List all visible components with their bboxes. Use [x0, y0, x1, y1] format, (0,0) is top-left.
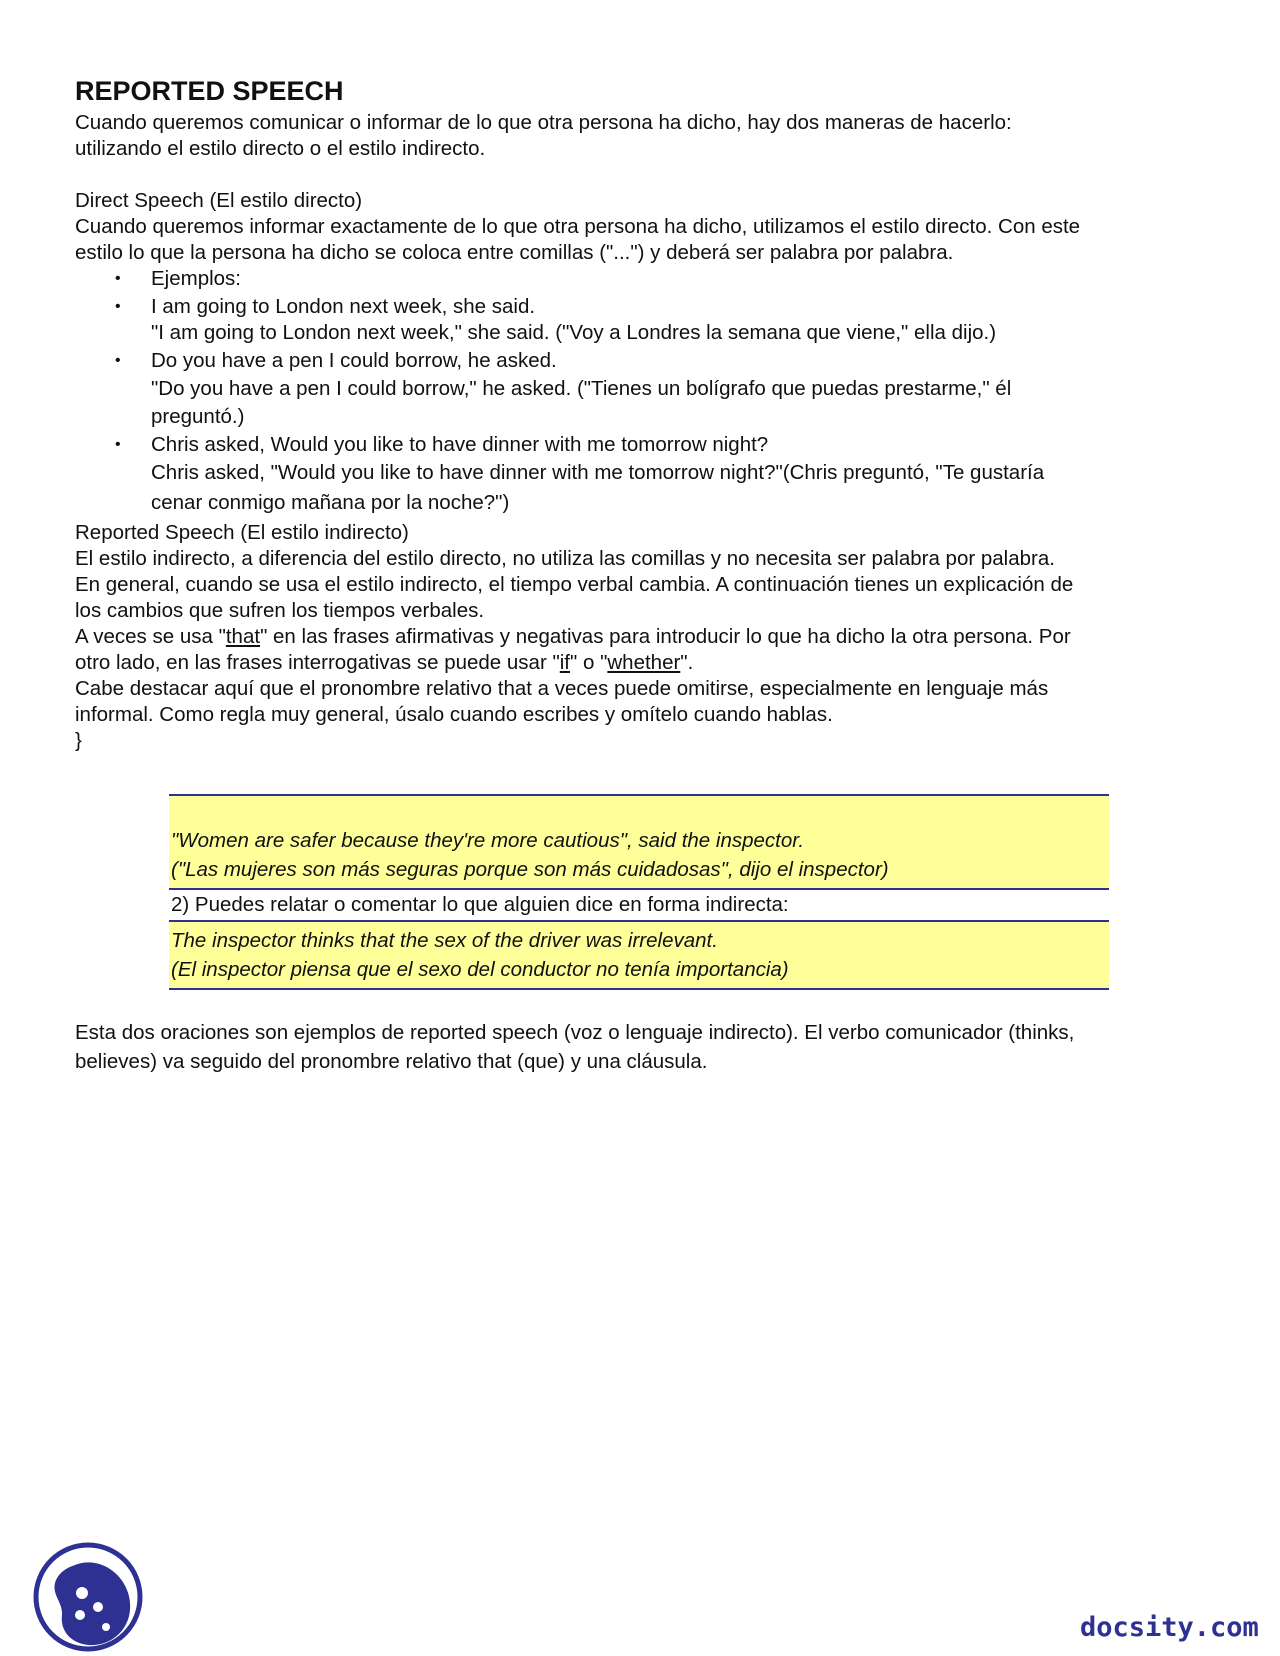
bullet-icon: •	[115, 270, 121, 287]
text-fragment: ".	[680, 651, 694, 674]
reported-speech-p2a: En general, cuando se usa el estilo indirecto, el tiempo verbal cambia. A continuación tienes un explicación de	[75, 573, 1074, 596]
list-item	[115, 266, 1215, 292]
spacer	[75, 162, 1215, 188]
example-2-quoted-cont: preguntó.)	[151, 405, 245, 428]
closing-paragraph	[75, 1018, 1215, 1076]
table-middle-row: 2) Puedes relatar o comentar lo que alguien dice en forma indirecta:	[171, 893, 789, 916]
docsity-logo-icon	[30, 1535, 150, 1655]
intro-line-1: Cuando queremos comunicar o informar de lo que otra persona ha dicho, hay dos maneras de hacerlo:	[75, 111, 1012, 134]
highlight-box-indirect	[169, 920, 1109, 990]
closing-line-1: Esta dos oraciones son ejemplos de reported speech (voz o lenguaje indirecto). El verbo comunicador (thinks,	[75, 1021, 1075, 1044]
page-title: REPORTED SPEECH	[75, 76, 344, 106]
example-2-original: Do you have a pen I could borrow, he asked.	[151, 349, 557, 372]
list-item	[115, 348, 1215, 430]
reported-speech-p4b: informal. Como regla muy general, úsalo cuando escribes y omítelo cuando hablas.	[75, 703, 833, 726]
document-page	[75, 70, 1215, 1076]
examples-list	[75, 266, 1215, 518]
that-underlined: that	[225, 625, 261, 648]
reported-speech-p2b: los cambios que sufren los tiempos verbales.	[75, 599, 485, 622]
example-3-quoted-cont: cenar conmigo mañana por la noche?")	[151, 491, 510, 514]
example-table	[169, 794, 1109, 990]
docsity-brand[interactable]: docsity.com	[1080, 1612, 1259, 1643]
example-3-quoted: Chris asked, "Would you like to have dinner with me tomorrow night?"(Chris preguntó, "Te gustaría	[151, 461, 1045, 484]
if-underlined: if	[559, 651, 570, 674]
bullet-icon: •	[115, 436, 121, 453]
box1-spanish: ("Las mujeres son más seguras porque son más cuidadosas", dijo el inspector)	[171, 858, 889, 881]
text-fragment: " o "	[570, 651, 608, 674]
example-3-original: Chris asked, Would you like to have dinner with me tomorrow night?	[151, 433, 769, 456]
example-1-quoted: "I am going to London next week," she said. ("Voy a Londres la semana que viene," ella dijo.)	[151, 321, 997, 344]
direct-speech-text-2: estilo lo que la persona ha dicho se coloca entre comillas ("...") y deberá ser palabra por palabra.	[75, 241, 954, 264]
list-item	[115, 432, 1215, 518]
examples-label: Ejemplos:	[151, 267, 242, 290]
whether-underlined: whether	[607, 651, 681, 674]
reported-speech-p4a: Cabe destacar aquí que el pronombre relativo that a veces puede omitirse, especialmente en lenguaje más	[75, 677, 1049, 700]
example-2-quoted: "Do you have a pen I could borrow," he asked. ("Tienes un bolígrafo que puedas prestarme," él	[151, 377, 1012, 400]
box2-spanish: (El inspector piensa que el sexo del conductor no tenía importancia)	[171, 958, 789, 981]
bullet-icon: •	[115, 298, 121, 315]
bullet-icon: •	[115, 352, 121, 369]
direct-speech-heading: Direct Speech (El estilo directo)	[75, 189, 363, 212]
list-item	[115, 294, 1215, 346]
reported-speech-p3a	[75, 624, 1215, 650]
closing-brace: }	[75, 729, 82, 752]
example-1-original: I am going to London next week, she said.	[151, 295, 536, 318]
closing-line-2: believes) va seguido del pronombre relativo that (que) y una cláusula.	[75, 1050, 708, 1073]
highlight-box-direct	[169, 794, 1109, 890]
box1-english: "Women are safer because they're more cautious", said the inspector.	[171, 829, 805, 852]
reported-speech-heading: Reported Speech (El estilo indirecto)	[75, 521, 409, 544]
text-fragment: " en las frases afirmativas y negativas para introducir lo que ha dicho la otra persona. Por	[260, 625, 1071, 648]
text-fragment: otro lado, en las frases interrogativas se puede usar "	[75, 651, 560, 674]
reported-speech-p1: El estilo indirecto, a diferencia del estilo directo, no utiliza las comillas y no necesita ser palabra por palabra.	[75, 547, 1055, 570]
box2-english: The inspector thinks that the sex of the driver was irrelevant.	[171, 929, 718, 952]
direct-speech-text-1: Cuando queremos informar exactamente de lo que otra persona ha dicho, utilizamos el estilo directo. Con este	[75, 215, 1081, 238]
intro-line-2: utilizando el estilo directo o el estilo indirecto.	[75, 137, 486, 160]
text-fragment: A veces se usa "	[75, 625, 226, 648]
reported-speech-p3b	[75, 650, 1215, 676]
